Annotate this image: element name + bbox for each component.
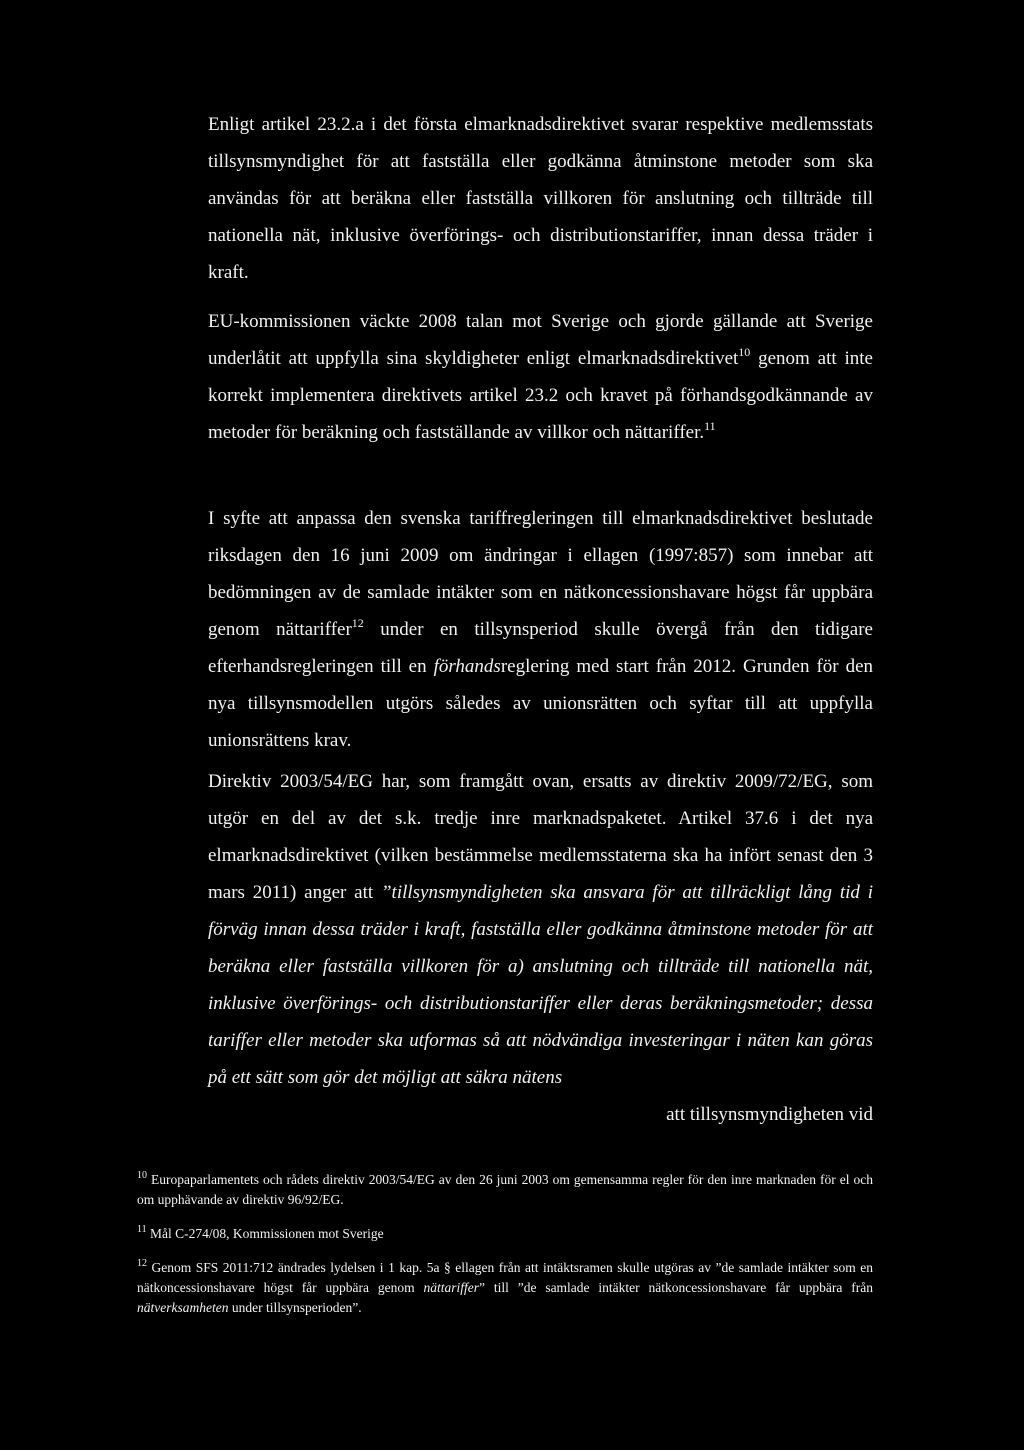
paragraph-italic-text: förhands bbox=[433, 656, 501, 677]
footnote-text: Genom SFS 2011:712 ändrades lydelsen i 1 kap. 5a § ellagen från att intäktsramen skulle utgöras av ”de samlade intäkter som en nätkoncessionshavare högst får uppbära genom bbox=[137, 1260, 873, 1295]
footnote-text: Mål C-274/08, Kommissionen mot Sverige bbox=[146, 1226, 384, 1241]
footnote-ref-11[interactable]: 11 bbox=[704, 419, 716, 433]
paragraph-text: Direktiv 2003/54/EG har, som framgått ovan, ersatts av direktiv 2009/72/EG, som utgör en del av det s.k. tredje inre marknadspaketet. Artikel 37.6 i det nya elmarknadsdirektivet (vilken bestämmelse medlemsstaterna ska ha infört senast den 3 mars 2011) anger att bbox=[208, 771, 873, 903]
footnote-text: Europaparlamentets och rådets direktiv 2003/54/EG av den 26 juni 2003 om gemensamma regler för den inre marknaden för el och om upphävande av direktiv 96/92/EG. bbox=[137, 1172, 873, 1207]
paragraph-article-23 bbox=[208, 106, 873, 291]
footnote-text: under tillsynsperioden”. bbox=[228, 1300, 362, 1315]
footnote-ref-10[interactable]: 10 bbox=[738, 345, 751, 359]
paragraph-text: I syfte att anpassa den svenska tariffregleringen till elmarknadsdirektivet beslutade riksdagen den 16 juni 2009 om ändringar i ellagen (1997:857) som innebar att bedömningen av de samlade intäkter som en nätkoncessionshavare högst får uppbära genom nättariffer bbox=[208, 508, 873, 640]
paragraph-text: EU-kommissionen väckte 2008 talan mot Sverige och gjorde gällande att Sverige underlåtit att uppfylla sina skyldigheter enligt elmarknadsdirektivet bbox=[208, 311, 873, 369]
footnote-number: 11 bbox=[137, 1224, 147, 1235]
paragraph-text: genom att inte korrekt implementera direktivets artikel 23.2 och kravet på förhandsgodkännande av metoder för beräkning och fastställande av villkor och nättariffer. bbox=[208, 348, 873, 443]
footnote-11 bbox=[137, 1224, 873, 1244]
paragraph-text: under en tillsynsperiod skulle övergå från den tidigare efterhandsregleringen till en bbox=[208, 619, 873, 677]
footnote-10 bbox=[137, 1170, 873, 1210]
paragraph-last-line: att tillsynsmyndigheten vid bbox=[666, 1104, 873, 1125]
paragraph-eu-commission bbox=[208, 303, 873, 451]
paragraph-tariff-regulation bbox=[208, 500, 873, 759]
paragraph-quote: ”tillsynsmyndigheten ska ansvara för att tillräckligt lång tid i förväg innan dessa träder i kraft, fastställa eller godkänna åtminstone metoder för att beräkna eller fastställa villkoren för a) anslutning och tillträde till nationella nät, inklusive överförings- och distributionstariffer eller deras beräkningsmetoder; dessa tariffer eller metoder ska utformas så att nödvändiga investeringar i näten kan göras på ett sätt som gör det möjligt att säkra nätens bbox=[208, 882, 873, 1088]
footnote-text: ” till ”de samlade intäkter nätkoncessionshavare får uppbära från bbox=[479, 1280, 873, 1295]
footnote-ref-12[interactable]: 12 bbox=[351, 616, 364, 630]
footnote-italic: nätverksamheten bbox=[137, 1300, 229, 1315]
paragraph-text: reglering med start från 2012. Grunden för den nya tillsynsmodellen utgörs således av unionsrätten och syftar till att uppfylla unionsrättens krav. bbox=[208, 656, 873, 751]
paragraph-text: Enligt artikel 23.2.a i det första elmarknadsdirektivet svarar respektive medlemsstats tillsynsmyndighet för att fastställa eller godkänna åtminstone metoder som ska användas för att beräkna eller fastställa villkoren för anslutning och tillträde till nationella nät, inklusive överförings- och distributionstariffer, innan dessa träder i kraft. bbox=[208, 114, 873, 283]
footnote-italic: nättariffer bbox=[423, 1280, 479, 1295]
footnote-number: 10 bbox=[137, 1170, 147, 1181]
footnote-12 bbox=[137, 1258, 873, 1318]
paragraph-directive-2009 bbox=[208, 763, 873, 1133]
footnote-number: 12 bbox=[137, 1258, 147, 1269]
footnotes bbox=[137, 1170, 873, 1332]
